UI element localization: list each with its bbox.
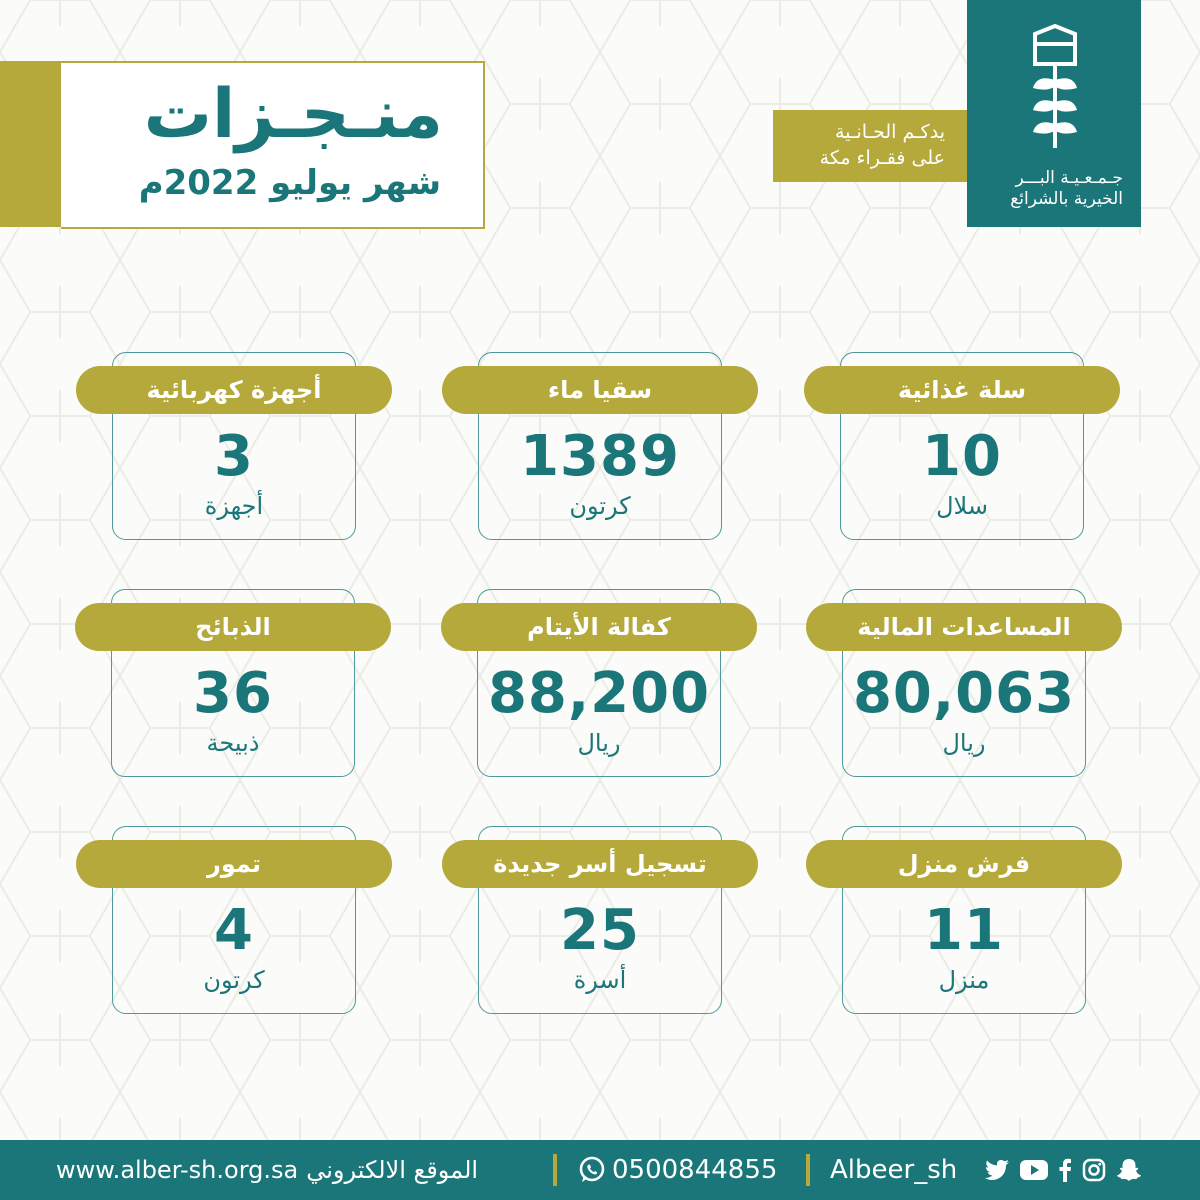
title-box — [61, 61, 485, 229]
card-unit: كرتون — [203, 966, 265, 994]
tagline-line-2: على فقـراء مكة — [819, 147, 945, 169]
org-tagline — [773, 110, 967, 182]
stat-card-sacrifices — [75, 589, 391, 779]
card-value: 25 — [560, 898, 640, 963]
card-value: 1389 — [520, 424, 680, 489]
social-handle[interactable]: Albeer_sh — [830, 1155, 958, 1185]
website-label: الموقع الالكتروني — [306, 1156, 479, 1184]
card-label: تمور — [76, 840, 392, 888]
stat-card-orphan-sponsorship — [441, 589, 757, 779]
page-subtitle: شهر يوليو 2022م — [138, 163, 441, 203]
footer-separator — [806, 1154, 810, 1186]
facebook-icon[interactable] — [1058, 1158, 1072, 1182]
card-value: 4 — [214, 898, 254, 963]
card-label: المساعدات المالية — [806, 603, 1122, 651]
youtube-icon[interactable] — [1020, 1160, 1048, 1180]
footer-separator — [553, 1154, 557, 1186]
card-value: 3 — [214, 424, 254, 489]
stat-card-financial-aid — [806, 589, 1122, 779]
tagline-line-1: يدكـم الحـانـية — [834, 121, 945, 143]
card-unit: سلال — [936, 492, 988, 520]
card-unit: أجهزة — [204, 492, 264, 520]
card-unit: ريال — [577, 729, 621, 757]
card-value: 80,063 — [852, 661, 1076, 726]
card-value: 88,200 — [487, 661, 711, 726]
card-label: تسجيل أسر جديدة — [442, 840, 758, 888]
website-url[interactable]: www.alber-sh.org.sa — [56, 1156, 299, 1184]
social-icons — [984, 1140, 1142, 1200]
card-value: 10 — [922, 424, 1002, 489]
footer-website[interactable] — [56, 1140, 478, 1200]
org-name — [1010, 168, 1123, 210]
whatsapp-icon — [578, 1156, 606, 1184]
org-name-line-1: جـمـعـيـة البـــر — [1015, 168, 1123, 188]
card-label: كفالة الأيتام — [441, 603, 757, 651]
twitter-icon[interactable] — [984, 1159, 1010, 1181]
org-name-line-2: الخيرية بالشرائع — [1010, 189, 1123, 209]
footer-phone[interactable] — [578, 1140, 777, 1200]
card-unit: ذبيحة — [206, 729, 260, 757]
instagram-icon[interactable] — [1082, 1158, 1106, 1182]
card-unit: كرتون — [569, 492, 631, 520]
card-label: أجهزة كهربائية — [76, 366, 392, 414]
card-value: 36 — [193, 661, 273, 726]
card-label: فرش منزل — [806, 840, 1122, 888]
card-unit: ريال — [942, 729, 986, 757]
card-unit: منزل — [938, 966, 990, 994]
stat-card-new-families — [442, 826, 758, 1016]
phone-number[interactable]: 0500844855 — [612, 1155, 778, 1185]
stat-card-home-furnishing — [806, 826, 1122, 1016]
snapchat-icon[interactable] — [1116, 1157, 1142, 1183]
stat-card-water — [442, 352, 758, 542]
org-logo — [967, 0, 1141, 227]
kaaba-wheat-logo-icon — [1027, 24, 1083, 152]
card-unit: أسرة — [573, 966, 627, 994]
stat-card-appliances — [76, 352, 392, 542]
card-label: سلة غذائية — [804, 366, 1120, 414]
footer-bar — [0, 1140, 1200, 1200]
stat-card-food-basket — [804, 352, 1120, 542]
card-label: الذبائح — [75, 603, 391, 651]
card-label: سقيا ماء — [442, 366, 758, 414]
stat-card-dates — [76, 826, 392, 1016]
page-title: منـجـزات — [143, 75, 443, 154]
card-value: 11 — [924, 898, 1004, 963]
title-accent-band — [0, 61, 61, 227]
